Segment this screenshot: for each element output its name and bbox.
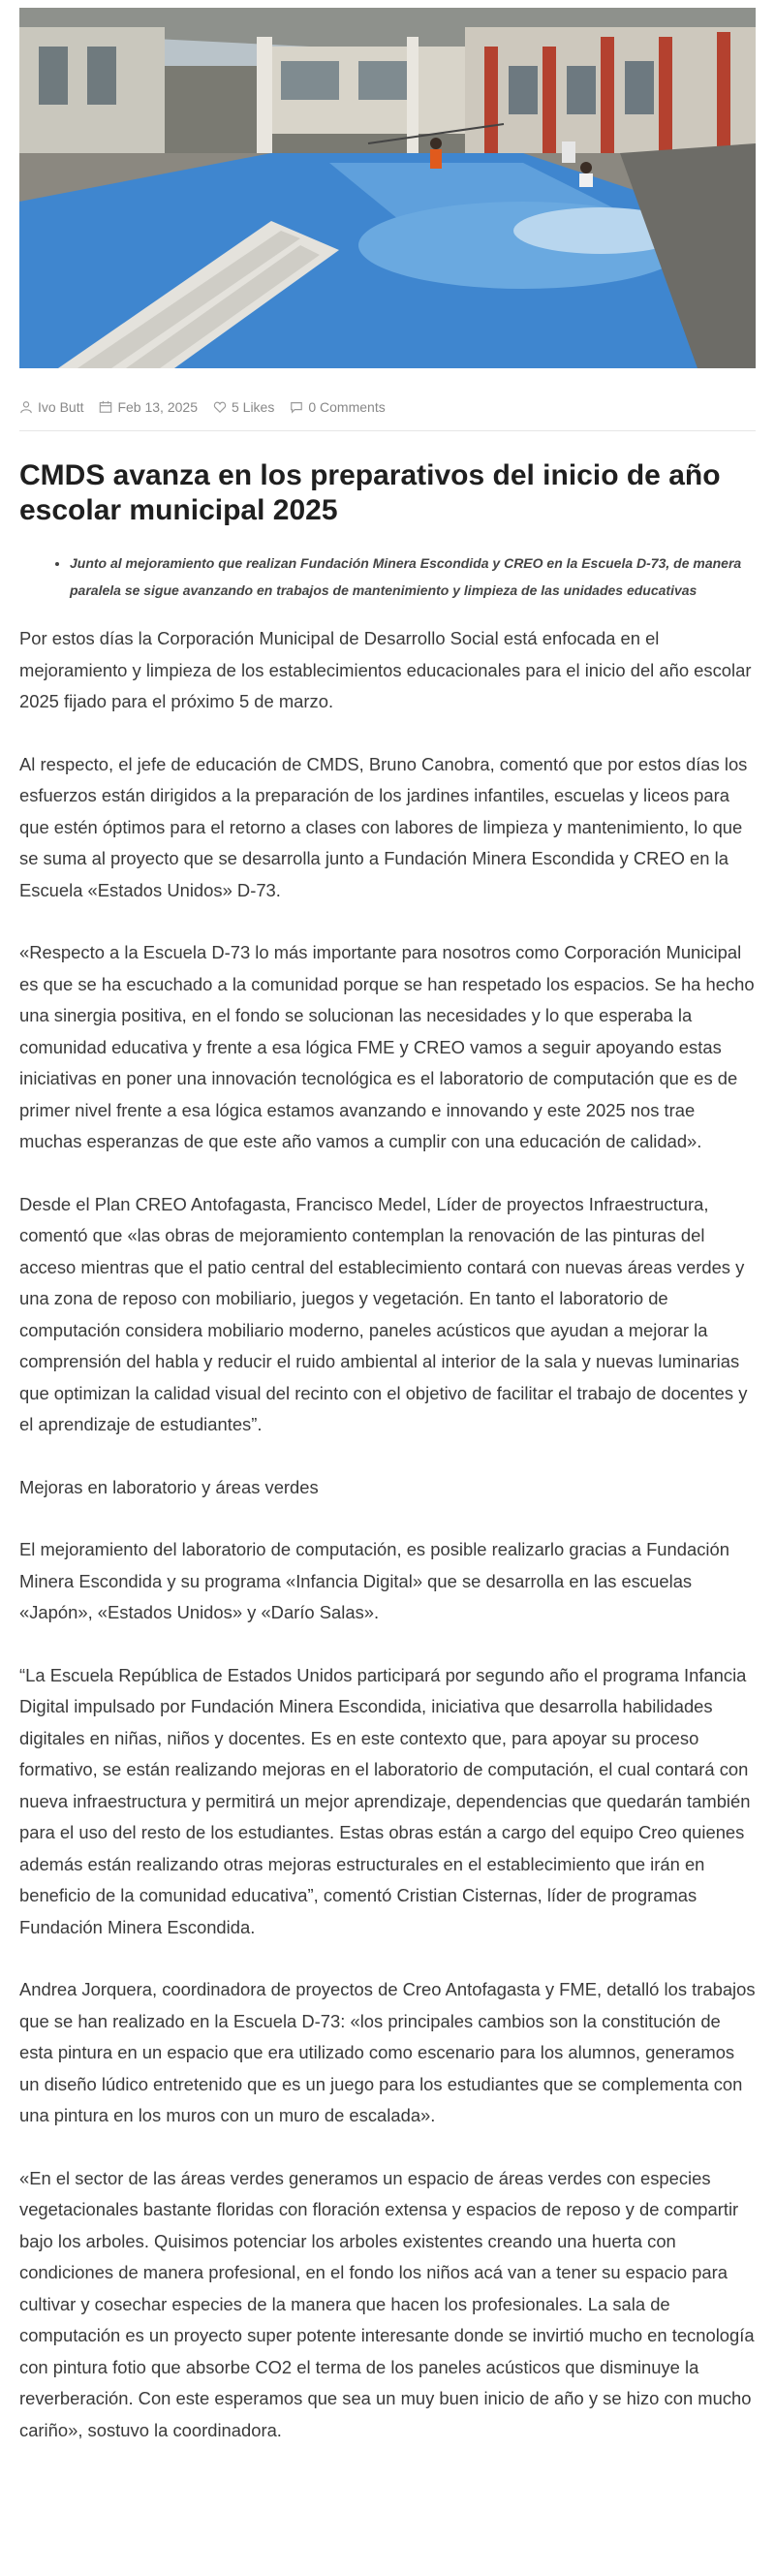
article-paragraph: Desde el Plan CREO Antofagasta, Francisco Medel, Líder de proyectos Infraestructura, comentó que «las obras de mejoramiento contemplan la renovación de las pinturas del acceso mientras que el patio central del establecimiento contará con nuevas áreas verdes y una zona de reposo con mobiliario, juegos y vegetación. En tanto el laboratorio de computación considera mobiliario moderno, paneles acústicos que ayudan a mejorar la comprensión del habla y reducir el ruido ambiental al interior de la sala y nuevas luminarias que optimizan la calidad visual del recinto con el objetivo de facilitar el trabajo de docentes y el aprendizaje de estudiantes”. bbox=[19, 1193, 748, 1434]
user-icon bbox=[19, 400, 33, 414]
article-paragraph: El mejoramiento del laboratorio de computación, es posible realizarlo gracias a Fundación Minera Escondida y su programa «Infancia Digital» que se desarrolla en las escuelas «Japón», «Estados Unidos» y «Darío Salas». bbox=[19, 1539, 729, 1622]
article-paragraph: Por estos días la Corporación Municipal de Desarrollo Social está enfocada en el mejoramiento y limpieza de los establecimientos educacionales para el inicio del año escolar 2025 fijado para el próximo 5 de marzo. bbox=[19, 628, 752, 711]
author-meta[interactable] bbox=[19, 399, 83, 415]
post-date: Feb 13, 2025 bbox=[117, 399, 198, 415]
article-paragraph: Al respecto, el jefe de educación de CMDS, Bruno Canobra, comentó que por estos días los esfuerzos están dirigidos a la preparación de los jardines infantiles, escuelas y liceos para que estén óptimos para el retorno a clases con labores de limpieza y mantenimiento, lo que se suma al proyecto que se desarrolla junto a Fundación Minera Escondida y CREO en la Escuela «Estados Unidos» D-73. bbox=[19, 753, 748, 900]
article-paragraph: “La Escuela República de Estados Unidos participará por segundo año el programa Infancia Digital impulsado por Fundación Minera Escondida, iniciativa que desarrolla habilidades digitales en niñas, niños y docentes. Es en este contexto que, para apoyar su proceso formativo, se están realizando mejoras en el laboratorio de computación, el cual contará con nueva infraestructura y permitirá un mejor aprendizaje, dependencias que quedarán también para el uso del resto de los estudiantes. Estas obras están a cargo del equipo Creo quienes además están realizando otras mejoras estructurales en el establecimiento que irán en beneficio de la comunidad educativa”, comentó Cristian Cisternas, líder de programas Fundación Minera Escondida. bbox=[19, 1664, 751, 1937]
article-paragraph: Andrea Jorquera, coordinadora de proyectos de Creo Antofagasta y FME, detalló los trabajos que se han realizado en la Escuela D-73: «los principales cambios son la constitución de esta pintura en un espacio que era utilizado como escenario para los alumnos, generamos un diseño lúdico entretenido que es un juego para los estudiantes que se complementa con una pintura en los muros con un muro de escalada». bbox=[19, 1979, 756, 2125]
heart-icon bbox=[213, 400, 227, 414]
date-meta bbox=[99, 399, 198, 415]
article-title: CMDS avanza en los preparativos del inicio de año escolar municipal 2025 bbox=[19, 459, 721, 526]
comments-count[interactable]: 0 Comments bbox=[308, 399, 386, 415]
lead-text: • Junto al mejoramiento que realizan Fundación Minera Escondida y CREO en la Escuela D-73, de manera paralela se sigue avanzando en trabajos de mantenimiento y limpieza de las unidades educativas bbox=[70, 550, 756, 604]
likes-meta[interactable] bbox=[213, 399, 274, 415]
likes-count[interactable]: 5 Likes bbox=[231, 399, 275, 415]
comments-meta[interactable] bbox=[290, 399, 385, 415]
article-paragraph: «En el sector de las áreas verdes generamos un espacio de áreas verdes con especies vegetacionales bastante floridas con floración extensa y espacios de reposo y de compartir bajo los arboles. Quisimos potenciar los arboles existentes creando una huerta con condiciones de manera profesional, en el fondo los niños acá van a tener su espacio para cultivar y cosechar especies de la manera que hacen los profesionales. La sala de computación es un proyecto super potente interesante donde se invirtió mucho en tecnología con pintura fotio que absorbe CO2 el terma de los paneles acústicos que disminuye la reverberación. Con este esperamos que sea un muy buen inicio de año y se hizo con mucho cariño», sostuvo la coordinadora. bbox=[19, 2167, 755, 2440]
calendar-icon bbox=[99, 400, 112, 414]
post-meta bbox=[19, 384, 756, 431]
section-subheading: Mejoras en laboratorio y áreas verdes bbox=[19, 1476, 319, 1497]
comment-icon bbox=[290, 400, 303, 414]
schoolyard-photo-illustration bbox=[19, 8, 756, 368]
lead-summary bbox=[19, 550, 756, 604]
article-paragraph: «Respecto a la Escuela D-73 lo más importante para nosotros como Corporación Municipal es que se ha escuchado a la comunidad porque se han respetado los espacios. Se ha hecho una sinergia positiva, en el fondo se solucionan las necesidades y lo que esperaba la comunidad educativa y frente a esa lógica FME y CREO vamos a seguir apoyando estas iniciativas en poner una innovación tecnológica es el laboratorio de computación que es de primer nivel frente a esa lógica estamos avanzando e innovando y este 2025 nos trae muchas esperanzas de que este año vamos a cumplir con una educación de calidad». bbox=[19, 942, 755, 1151]
author-name[interactable]: Ivo Butt bbox=[38, 399, 84, 415]
article-container bbox=[0, 8, 775, 2446]
hero-photo[interactable] bbox=[19, 8, 756, 368]
